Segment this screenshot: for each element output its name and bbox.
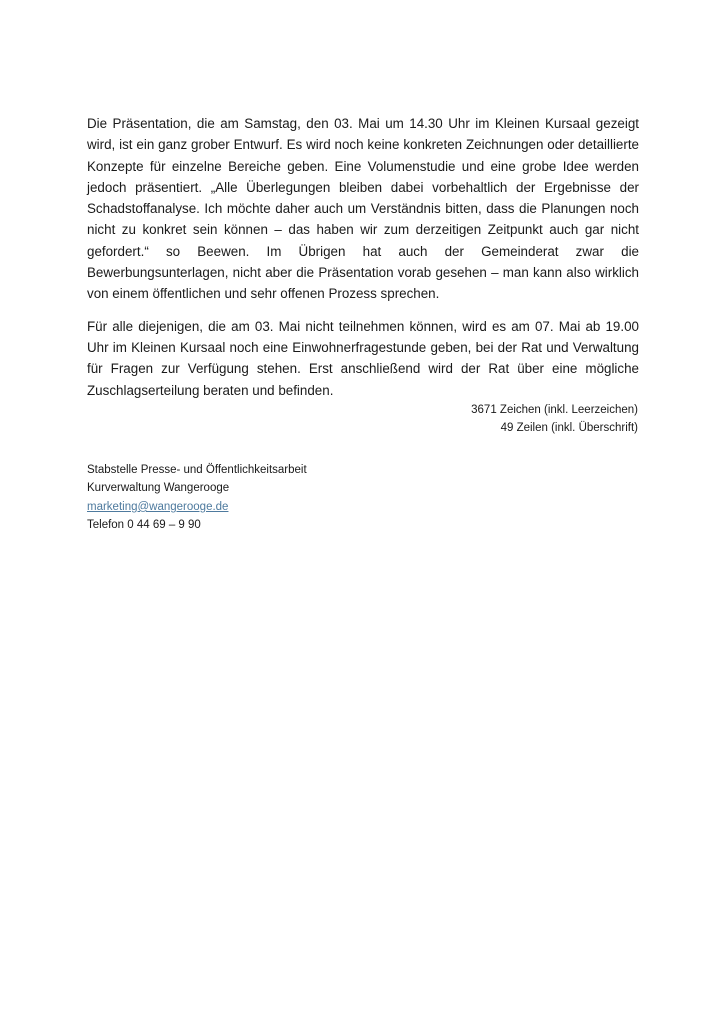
line-count: 49 Zeilen (inkl. Überschrift)	[500, 422, 638, 435]
contact-department: Stabstelle Presse- und Öffentlichkeitsarbeit	[87, 464, 307, 476]
text-statistics	[471, 401, 638, 438]
contact-email-link[interactable]: marketing@wangerooge.de	[87, 500, 229, 513]
body-text	[87, 113, 639, 412]
paragraph-citizen-questions: Für alle diejenigen, die am 03. Mai nicht teilnehmen können, wird es am 07. Mai ab 19.00 Uhr im Kleinen Kursaal noch eine Einwohnerfragestunde geben, bei der Rat und Verwaltung für Fragen zur Verfügung stehen. Erst anschließend wird der Rat über eine mögliche Zuschlagserteilung beraten und befinden.	[87, 318, 639, 398]
contact-block	[87, 461, 307, 535]
contact-organization: Kurverwaltung Wangerooge	[87, 482, 230, 495]
contact-phone: Telefon 0 44 69 – 9 90	[87, 519, 201, 532]
character-count: 3671 Zeichen (inkl. Leerzeichen)	[471, 404, 638, 416]
paragraph-presentation: Die Präsentation, die am Samstag, den 03. Mai um 14.30 Uhr im Kleinen Kursaal gezeigt wird, ist ein ganz grober Entwurf. Es wird noch keine konkreten Zeichnungen oder detaillierte Konzepte für einzelne Bereiche geben. Eine Volumenstudie und eine grobe Idee werden jedoch präsentiert. „Alle Überlegungen bleiben dabei vorbehaltlich der Ergebnisse der Schadstoffanalyse. Ich möchte daher auch um Verständnis bitten, dass die Planungen noch nicht zu konkret sein können – das haben wir zum derzeitigen Zeitpunkt auch gar nicht gefordert.“ so Beewen. Im Übrigen hat auch der Gemeinderat zwar die Bewerbungsunterlagen, nicht aber die Präsentation vorab gesehen – man kann also wirklich von einem öffentlichen und sehr offenen Prozess sprechen.	[87, 116, 639, 302]
